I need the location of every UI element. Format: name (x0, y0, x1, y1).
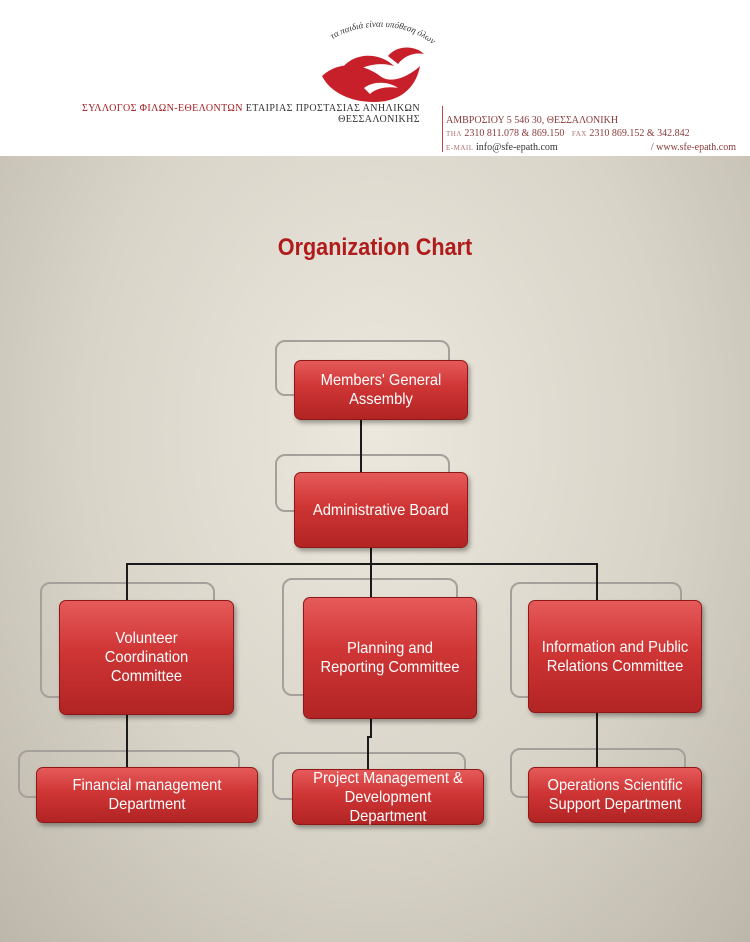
org-name-part1: ΣΥΛΛΟΓΟΣ ΦΙΛΩΝ-ΕΘΕΛΟΝΤΩΝ (82, 103, 243, 114)
connector-horizontal-bus (126, 563, 598, 565)
node-information-public-relations-label: Information and Public Relations Committee (541, 638, 689, 675)
chart-title: Organization Chart (277, 234, 473, 261)
node-financial-management[interactable] (36, 767, 258, 823)
org-chart-area (0, 156, 750, 942)
header-divider (442, 106, 443, 152)
connector-planning-project-a (370, 719, 372, 737)
node-general-assembly[interactable] (294, 360, 468, 420)
fax-label: FAX (571, 130, 587, 138)
node-administrative-board-label: Administrative Board (313, 501, 449, 519)
connector-bus-volunteer (126, 563, 128, 601)
node-volunteer-coordination-label: Volunteer Coordination Committee (104, 630, 189, 685)
connector-assembly-board (360, 420, 362, 472)
connector-volunteer-financial (126, 715, 128, 767)
email-link[interactable]: info@sfe-epath.com (476, 142, 558, 153)
connector-board-bus (370, 548, 372, 564)
node-information-public-relations[interactable] (528, 600, 702, 713)
node-operations-scientific[interactable] (528, 767, 702, 823)
node-operations-scientific-label: Operations Scientific Support Department (547, 777, 683, 813)
connector-info-operations (596, 713, 598, 767)
connector-planning-project-c (367, 736, 369, 769)
letterhead (0, 0, 750, 156)
website-link[interactable]: / www.sfe-epath.com (650, 142, 736, 153)
email-label: E-MAIL (446, 144, 474, 152)
node-general-assembly-label: Members' General Assembly (320, 372, 442, 408)
address: ΑΜΒΡΟΣΙΟΥ 5 546 30, ΘΕΣΣΑΛΟΝΙΚΗ (446, 115, 619, 126)
node-financial-management-label: Financial management Department (72, 777, 222, 813)
fax-number: 2310 869.152 & 342.842 (589, 128, 690, 139)
org-name-line2: ΘΕΣΣΑΛΟΝΙΚΗΣ (338, 114, 420, 125)
organization-name (60, 103, 420, 125)
node-administrative-board[interactable] (294, 472, 468, 548)
logo-motto: τα παιδιά είναι υπόθεση όλων (328, 18, 438, 46)
connector-bus-planning (370, 563, 372, 598)
logo-birds-icon (312, 18, 442, 110)
node-project-management[interactable] (292, 769, 484, 825)
node-volunteer-coordination[interactable] (59, 600, 234, 715)
tel-number: 2310 811.078 & 869.150 (464, 128, 565, 139)
org-name-part2: ΕΤΑΙΡΙΑΣ ΠΡΟΣΤΑΣΙΑΣ ΑΝΗΛΙΚΩΝ (245, 103, 420, 114)
node-planning-reporting-label: Planning and Reporting Committee (320, 640, 460, 676)
tel-label: ΤΗΛ (446, 130, 462, 138)
svg-text:τα παιδιά είναι υπόθεση όλων (328, 19, 437, 46)
node-project-management-label: Project Management & Development Department (313, 769, 463, 825)
contact-block (446, 114, 736, 155)
node-planning-reporting[interactable] (303, 597, 477, 719)
connector-bus-info (596, 563, 598, 601)
